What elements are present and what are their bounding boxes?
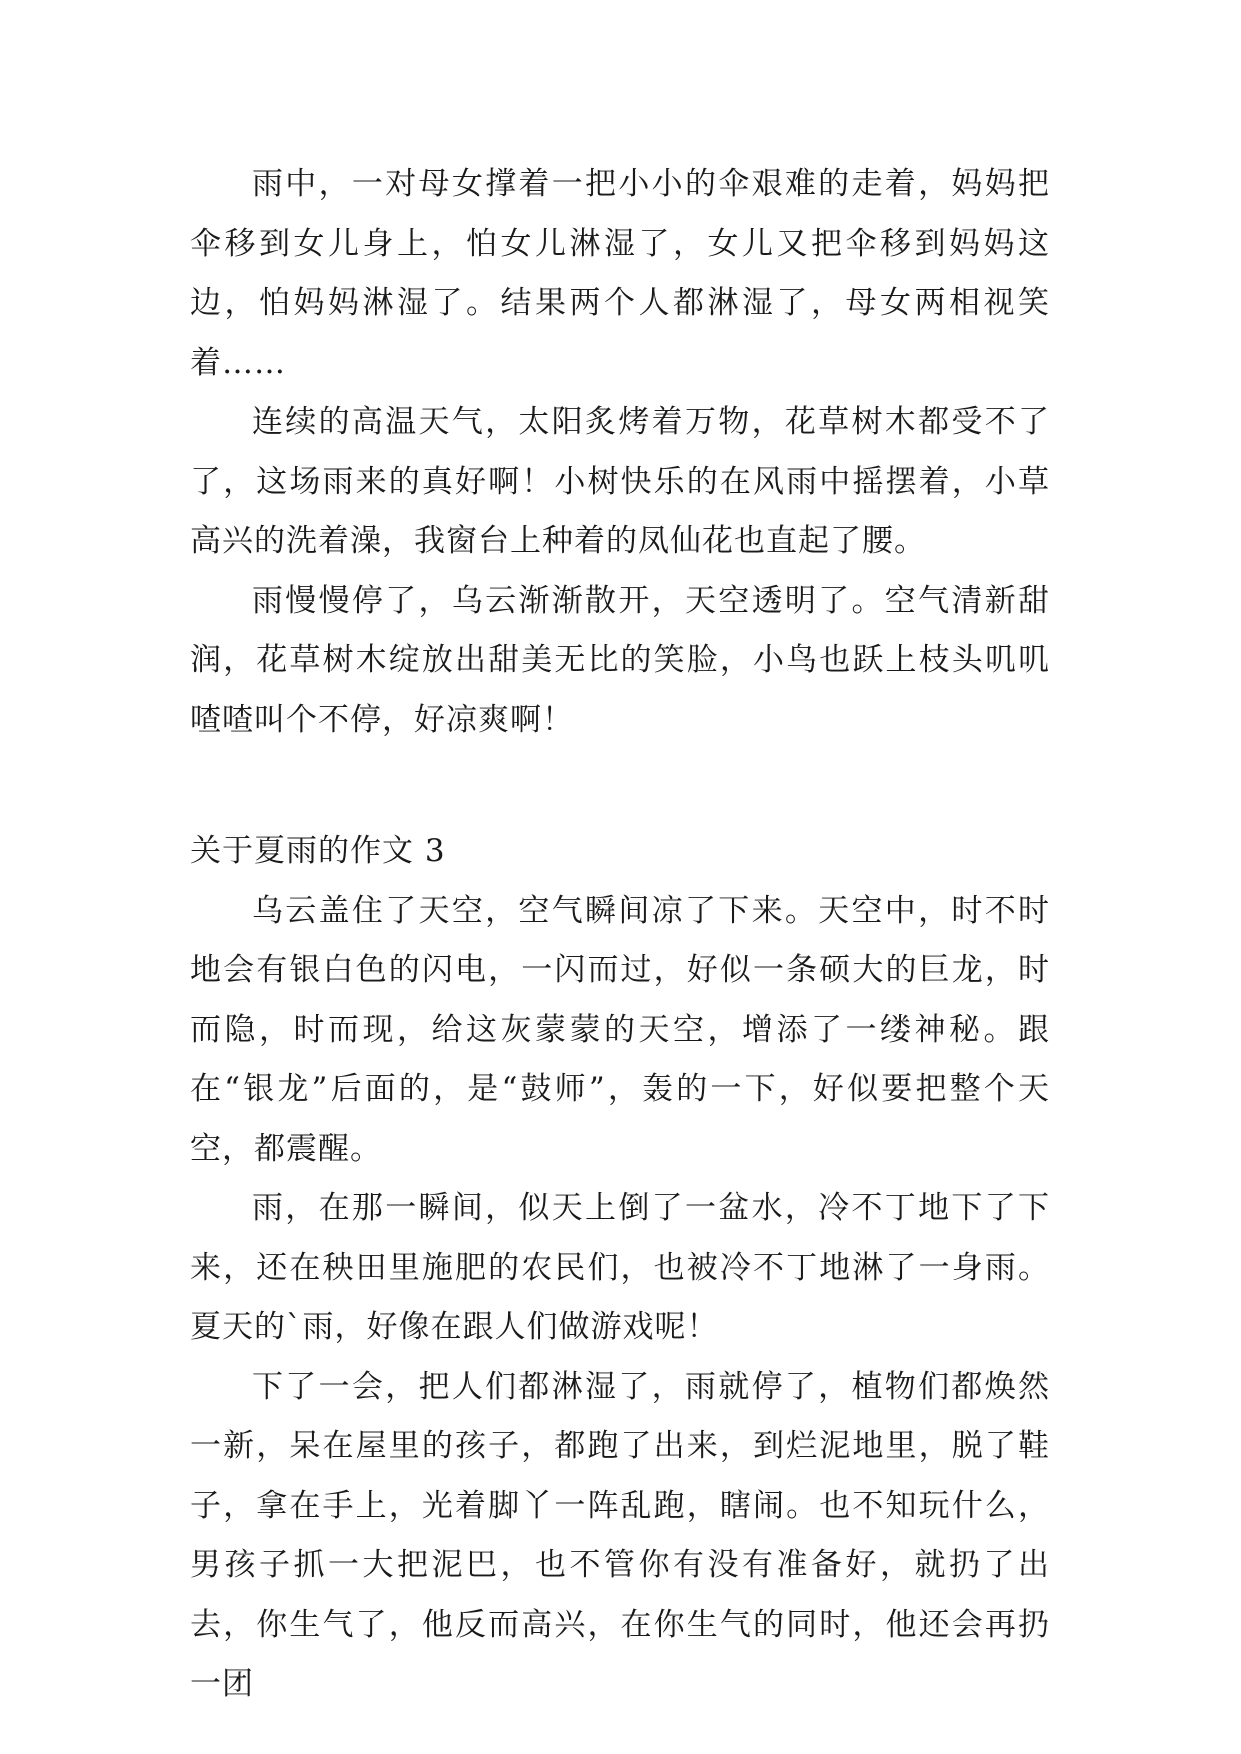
document-body: [190, 155, 1050, 1715]
section-title: 关于夏雨的作文 3: [190, 833, 446, 869]
paragraph: 雨，在那一瞬间，似天上倒了一盆水，冷不丁地下了下来，还在秧田里施肥的农民们，也被冷不丁地淋了一身雨。夏天的`雨，好像在跟人们做游戏呢！: [190, 1190, 1050, 1345]
paragraph: 雨中，一对母女撑着一把小小的伞艰难的走着，妈妈把伞移到女儿身上，怕女儿淋湿了，女儿又把伞移到妈妈这边，怕妈妈淋湿了。结果两个人都淋湿了，母女两相视笑着……: [190, 166, 1050, 381]
paragraph: 下了一会，把人们都淋湿了，雨就停了，植物们都焕然一新，呆在屋里的孩子，都跑了出来，到烂泥地里，脱了鞋子，拿在手上，光着脚丫一阵乱跑，瞎闹。也不知玩什么，男孩子抓一大把泥巴，也不管你有没有准备好，就扔了出去，你生气了，他反而高兴，在你生气的同时，他还会再扔一团: [190, 1368, 1050, 1702]
paragraph: 乌云盖住了天空，空气瞬间凉了下来。天空中，时不时地会有银白色的闪电，一闪而过，好似一条硕大的巨龙，时而隐，时而现，给这灰蒙蒙的天空，增添了一缕神秘。跟在“银龙”后面的，是“鼓师”，轰的一下，好似要把整个天空，都震醒。: [190, 892, 1050, 1167]
paragraph: 连续的高温天气，太阳炙烤着万物，花草树木都受不了了，这场雨来的真好啊！小树快乐的在风雨中摇摆着，小草高兴的洗着澡，我窗台上种着的凤仙花也直起了腰。: [190, 404, 1050, 559]
paragraph: 雨慢慢停了，乌云渐渐散开，天空透明了。空气清新甜润，花草树木绽放出甜美无比的笑脸，小鸟也跃上枝头叽叽喳喳叫个不停，好凉爽啊！: [190, 582, 1050, 738]
